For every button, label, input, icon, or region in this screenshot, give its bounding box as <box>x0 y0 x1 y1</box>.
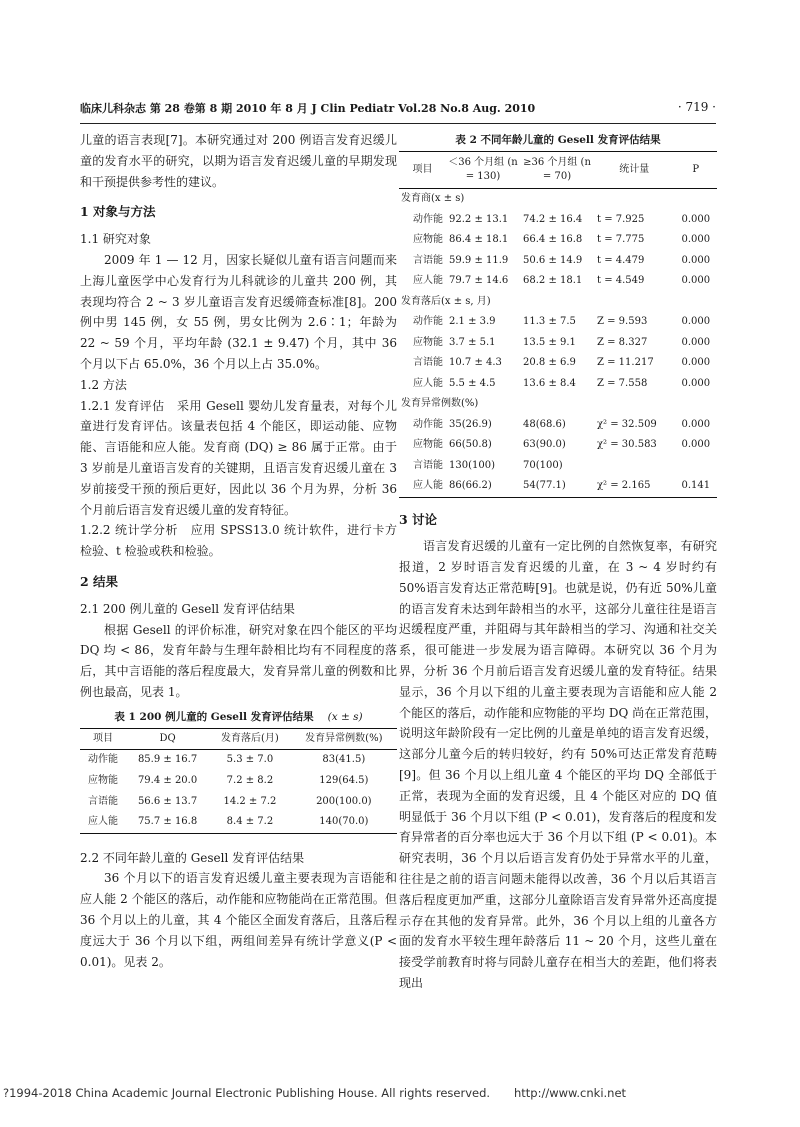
left-column <box>80 130 397 972</box>
section-heading-methods: 1 对象与方法 <box>80 204 156 220</box>
table-row <box>399 230 717 251</box>
table-cell: 56.6 ± 13.7 <box>137 795 198 807</box>
table-cell: 0.000 <box>681 316 711 327</box>
table-cell: 68.2 ± 18.1 <box>523 275 583 286</box>
table-cell: 54(77.1) <box>523 480 566 491</box>
table1-caption <box>80 709 397 725</box>
table-header: ≥36 个月组 (n = 70) <box>523 157 591 182</box>
table-cell: t = 7.775 <box>597 234 645 245</box>
table-cell: 应人能 <box>413 480 443 491</box>
table-cell: 70(100) <box>523 459 563 471</box>
table-row <box>80 792 397 813</box>
subjects-paragraph: 2009 年 1 — 12 月，因家长疑似儿童有语言问题而来上海儿童医学中心发育行为儿科就诊的儿童共 200 例，其表现均符合 2 ~ 3 岁儿童语言发育迟缓筛查标准[8]。200 例中男 145 例，女 55 例，男女比例为 2.6∶1；年龄为 22 ~ 59 个月，平均年龄 (32.1 ± 9.47) 个月，其中 36 个月以下占 65.0%，36 个月以上占 35.0%。 <box>80 252 397 371</box>
table-row <box>399 435 717 456</box>
table-cell: 应人能 <box>413 377 443 389</box>
table-cell: 7.2 ± 8.2 <box>226 774 274 786</box>
subsection-heading-subjects: 1.1 研究对象 <box>80 232 151 247</box>
table-cell: 应物能 <box>413 439 443 450</box>
table-cell: χ² = 2.165 <box>597 480 651 491</box>
table-cell: 动作能 <box>413 213 443 225</box>
table-group-row <box>399 292 717 313</box>
table-cell: 83(41.5) <box>322 754 366 766</box>
table-row <box>399 312 717 333</box>
table-cell: 言语能 <box>413 254 443 266</box>
table-cell: 动作能 <box>87 754 118 766</box>
table-cell: 92.2 ± 13.1 <box>449 213 509 225</box>
table-row <box>80 812 397 833</box>
table-row <box>399 210 717 231</box>
table-cell: 3.7 ± 5.1 <box>449 336 496 348</box>
table-cell: χ² = 30.583 <box>597 439 657 450</box>
table-row <box>399 353 717 374</box>
table-group-label: 发育商(x ± s) <box>401 193 465 204</box>
table-row <box>399 476 717 497</box>
table-cell: 130(100) <box>449 459 495 471</box>
page-number: · 719 · <box>677 100 716 114</box>
table1 <box>80 728 397 834</box>
table-cell: t = 4.549 <box>597 275 645 286</box>
discussion-paragraph: 语言发育迟缓的儿童有一定比例的自然恢复率，有研究报道，2 岁时语言发育迟缓的儿童，在 3 ~ 4 岁时约有 50%语言发育达正常范畴[9]。也就是说，仍有近 50%儿童的语言发育未达到年龄相当的水平，这部分儿童往往是语言迟缓程度严重，并阻碍与其年龄相当的学习、沟通和社交关系，很可能进一步发展为语言障碍。本研究以 36 个月为界，分析 36 个月前后语言发育迟缓儿童的发育特征。结果显示，36 个月以下组的儿童主要表现为言语能和应人能 2 个能区的落后，动作能和应物能的平均 DQ 尚在正常范围，说明这年龄阶段有一定比例的儿童是单纯的语言发育迟缓，这部分儿童今后的转归较好，约有 50%可达正常发育范畴[9]。但 36 个月以上组儿童 4 个能区的平均 DQ 全部低于正常，表现为全面的发育迟缓，且 4 个能区对应的 DQ 值明显低于 36 个月以下组 (P < 0.01)，发育落后的程度和发育异常者的百分率也远大于 36 个月以下组 (P < 0.01)。本研究表明，36 个月以后语言发育仍处于异常水平的儿童，往往是之前的语言问题未能得以改善，36 个月以后其语言落后程度更加严重，这部分儿童除语言发育异常外还高度提示存在其他的发育异常。此外，36 个月以上组的儿童各方面的发育水平较生理年龄落后 11 ~ 20 个月，这些儿童在接受学前教育时将与同龄儿童存在相当大的差距，他们将表现出 <box>399 539 717 991</box>
table-header: DQ <box>159 732 176 744</box>
table-cell: 129(64.5) <box>319 774 369 786</box>
table-cell: 48(68.6) <box>523 418 566 430</box>
table1-title: 表 1 200 例儿童的 Gesell 发育评估结果 <box>114 710 314 723</box>
table-cell: 140(70.0) <box>319 816 369 828</box>
table-cell: χ² = 32.509 <box>597 418 657 430</box>
subsection-heading-age-groups: 2.2 不同年龄儿童的 Gesell 发育评估结果 <box>80 850 305 865</box>
table-row <box>399 415 717 436</box>
table-cell: Z = 11.217 <box>597 357 654 368</box>
table-row <box>399 374 717 395</box>
section-heading-discussion: 3 讨论 <box>399 511 438 527</box>
table-row <box>399 271 717 292</box>
table-cell: 应人能 <box>413 275 443 286</box>
results-paragraph: 根据 Gesell 的评价标准，研究对象在四个能区的平均 DQ 均 < 86，发育年龄与生理年龄相比均有不同程度的落后，其中言语能的落后程度最大，发育异常儿童的例数和比例也最高，见表 1。 <box>80 622 397 699</box>
table-header: 统计量 <box>619 164 650 175</box>
table-cell: 5.3 ± 7.0 <box>226 754 274 766</box>
table-cell: t = 4.479 <box>597 254 645 266</box>
table-row <box>80 771 397 792</box>
table-cell: 0.000 <box>681 275 711 286</box>
table-cell: 75.7 ± 16.8 <box>137 816 198 828</box>
table-cell: 言语能 <box>87 795 118 807</box>
table-header: 发育落后(月) <box>221 732 279 744</box>
table-cell: 66(50.8) <box>449 439 492 450</box>
table-header: ＜36 个月组 (n = 130) <box>448 157 518 182</box>
table1-unit: (x ± s) <box>327 710 363 723</box>
intro-paragraph: 儿童的语言表现[7]。本研究通过对 200 例语言发育迟缓儿童的发育水平的研究，以期为语言发育迟缓儿童的早期发现和干预提供参考性的建议。 <box>80 133 397 189</box>
table-cell: 动作能 <box>413 316 443 327</box>
table-cell: Z = 9.593 <box>597 316 648 327</box>
assessment-paragraph <box>80 396 397 521</box>
subsection-heading-methods: 1.2 方法 <box>80 377 127 392</box>
table-row <box>399 456 717 477</box>
header-rule <box>80 123 716 124</box>
table-cell: 14.2 ± 7.2 <box>223 795 277 807</box>
table-cell: 66.4 ± 16.8 <box>523 234 583 245</box>
table-header: 项目 <box>412 164 433 175</box>
table-cell: 应物能 <box>413 336 443 348</box>
table-group-row <box>399 189 717 210</box>
table-cell: Z = 7.558 <box>597 377 648 389</box>
table-row <box>80 750 397 771</box>
table-cell: 0.000 <box>681 418 711 430</box>
table-cell: 50.6 ± 14.9 <box>523 254 583 266</box>
table-cell: 63(90.0) <box>523 439 566 450</box>
copyright-notice: ?1994-2018 China Academic Journal Electronic Publishing House. All rights reserved. <box>3 1086 491 1100</box>
table-row <box>399 251 717 272</box>
table2-caption: 表 2 不同年龄儿童的 Gesell 发育评估结果 <box>455 134 661 146</box>
table-cell: 应人能 <box>87 816 118 828</box>
table-cell: 0.000 <box>681 357 711 368</box>
table-group-label: 发育落后(x ± s, 月) <box>401 295 491 307</box>
table-cell: 应物能 <box>87 774 118 786</box>
table-group-label: 发育异常例数(%) <box>401 398 479 409</box>
table-cell: 86(66.2) <box>449 480 492 491</box>
table-cell: 0.000 <box>681 254 711 266</box>
table-cell: 言语能 <box>413 357 443 368</box>
table-cell: 13.6 ± 8.4 <box>523 377 576 389</box>
table-cell: 0.000 <box>681 377 711 389</box>
table-cell: 11.3 ± 7.5 <box>523 316 576 327</box>
table-cell <box>594 456 675 477</box>
table-header: 项目 <box>92 732 113 744</box>
table-cell: 79.7 ± 14.6 <box>449 275 509 286</box>
subsection-heading-gesell: 2.1 200 例儿童的 Gesell 发育评估结果 <box>80 601 295 616</box>
table-cell: 言语能 <box>413 459 443 471</box>
table-cell <box>675 456 717 477</box>
table-cell: 85.9 ± 16.7 <box>137 754 198 766</box>
table-cell: Z = 8.327 <box>597 336 648 348</box>
running-header <box>80 100 716 118</box>
table-cell: 35(26.9) <box>449 418 492 430</box>
table-cell: 0.141 <box>681 480 711 491</box>
table-cell: 0.000 <box>681 213 711 225</box>
age-groups-paragraph: 36 个月以下的语言发育迟缓儿童主要表现为言语能和应人能 2 个能区的落后，动作能和应物能尚在正常范围。但 36 个月以上的儿童，其 4 个能区全面发育落后，且落后程度远大于 36 个月以下组，两组间差异有统计学意义(P < 0.01)。见表 2。 <box>80 871 397 969</box>
table-cell: 动作能 <box>413 418 443 430</box>
table-cell: 5.5 ± 4.5 <box>449 377 496 389</box>
table-cell: 0.000 <box>681 234 711 245</box>
table-row <box>399 333 717 354</box>
table-cell: 59.9 ± 11.9 <box>449 254 509 266</box>
table2 <box>399 151 717 498</box>
table-cell: 8.4 ± 7.2 <box>226 816 274 828</box>
table-cell: 10.7 ± 4.3 <box>449 357 502 368</box>
table-cell: 13.5 ± 9.1 <box>523 336 576 348</box>
statistics-title: 1.2.2 统计学分析 <box>80 523 179 538</box>
assessment-text: 采用 Gesell 婴幼儿发育量表，对每个儿童进行发育评估。该量表包括 4 个能区，即运动能、应物能、言语能和应人能。发育商 (DQ) ≥ 86 属于正常。由于 3 岁前是儿童语言发育的关键期，且语言发育迟缓儿童在 3 岁前接受干预的预后更好，因此以 36 个月为界，分析 36 个月前后语言发育迟缓儿童的发育特征。 <box>80 398 397 517</box>
journal-citation: 临床儿科杂志 第 28 卷第 8 期 2010 年 8 月 J Clin Pediatr Vol.28 No.8 Aug. 2010 <box>80 102 536 115</box>
table-cell: 应物能 <box>413 234 443 245</box>
table-header-row <box>399 152 717 189</box>
publisher-url: http://www.cnki.net <box>514 1086 627 1100</box>
table-cell: 20.8 ± 6.9 <box>523 357 576 368</box>
assessment-title: 1.2.1 发育评估 <box>80 398 165 413</box>
table-header: P <box>692 164 700 175</box>
table-cell: 0.000 <box>681 439 711 450</box>
table-header: 发育异常例数(%) <box>305 732 383 744</box>
table-group-row <box>399 394 717 415</box>
table-header-row <box>80 728 397 750</box>
section-heading-results: 2 结果 <box>80 573 119 589</box>
table-cell: 0.000 <box>681 336 711 348</box>
table-cell: 2.1 ± 3.9 <box>449 316 496 327</box>
right-column <box>399 130 717 994</box>
table-cell: t = 7.925 <box>597 213 645 225</box>
table-cell: 74.2 ± 16.4 <box>523 213 583 225</box>
table-cell: 79.4 ± 20.0 <box>137 774 198 786</box>
table-cell: 86.4 ± 18.1 <box>449 234 509 245</box>
table-cell: 200(100.0) <box>316 795 372 807</box>
statistics-paragraph <box>80 520 397 562</box>
statistics-text: 应用 SPSS13.0 统计软件，进行卡方检验、t 检验或秩和检验。 <box>80 523 397 559</box>
